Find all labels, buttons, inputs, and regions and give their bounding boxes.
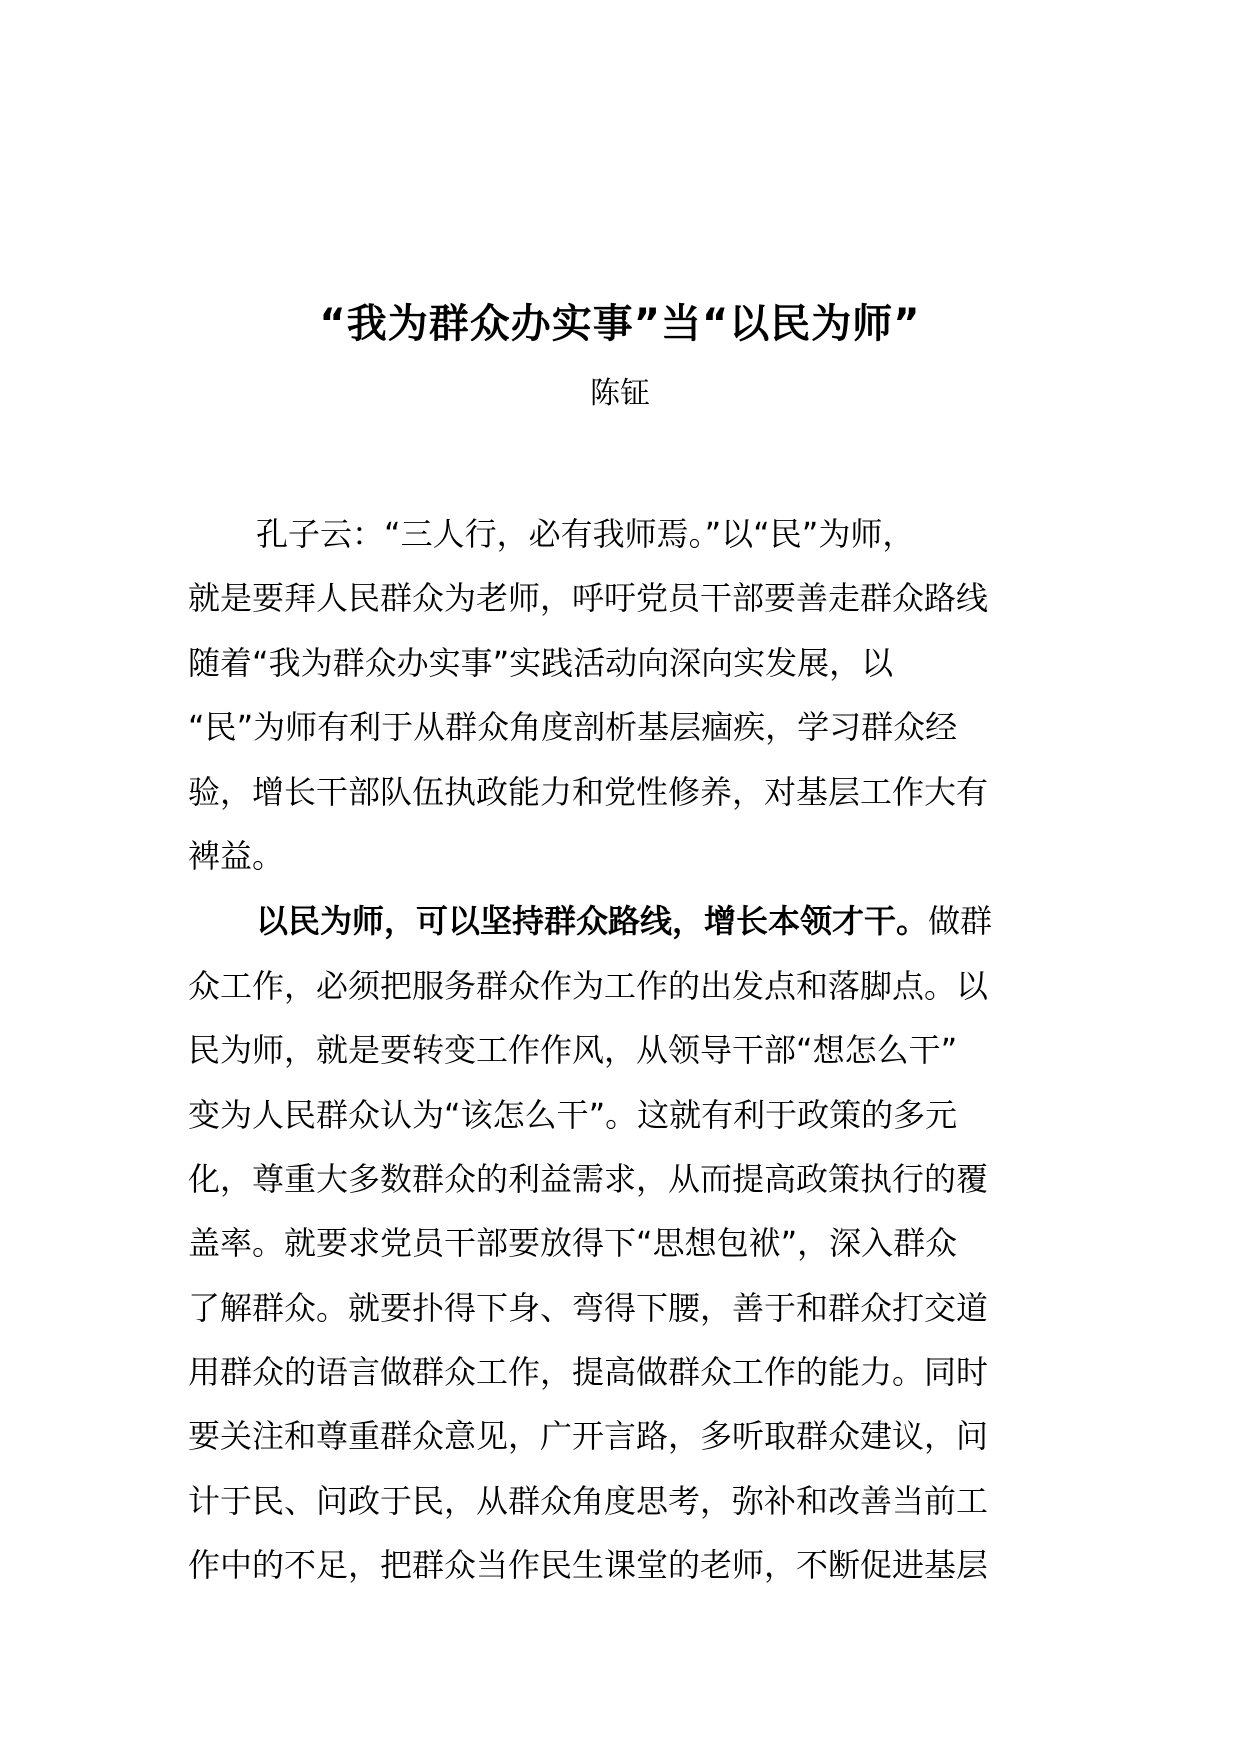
paragraph-2-line-11: 作中的不足，把群众当作民生课堂的老师，不断促进基层 xyxy=(188,1546,989,1585)
paragraph-1-line-2: 就是要拜人民群众为老师，呼吁党员干部要善走群众路线 xyxy=(188,579,989,618)
paragraph-1-line-1: 孔子云：“三人行，必有我师焉。”以“民”为师， xyxy=(256,515,915,553)
paragraph-2-line-1 xyxy=(188,889,1058,953)
paragraph-2-line-9: 要关注和尊重群众意见，广开言路，多听取群众建议，问 xyxy=(188,1417,989,1456)
document-body xyxy=(188,502,1058,1598)
paragraph-2-line-8: 用群众的语言做群众工作，提高做群众工作的能力。同时 xyxy=(188,1353,989,1392)
author-name: 陈钲 xyxy=(590,376,650,411)
paragraph-2-line-6: 盖率。就要求党员干部要放得下“思想包袱”，深入群众 xyxy=(188,1224,958,1263)
paragraph-1-line-4: “民”为师有利于从群众角度剖析基层痼疾，学习群众经 xyxy=(188,708,958,747)
paragraph-2-line-7: 了解群众。就要扑得下身、弯得下腰，善于和群众打交道 xyxy=(188,1288,989,1327)
paragraph-2-lead-sentence: 以民为师，可以坚持群众路线，增长本领才干。 xyxy=(256,902,929,941)
paragraph-1-line-6: 裨益。 xyxy=(188,836,285,875)
paragraph-2-line-10: 计于民、问政于民，从群众角度思考，弥补和改善当前工 xyxy=(188,1481,989,1520)
paragraph-2-line-3: 民为师，就是要转变工作作风，从领导干部“想怎么干” xyxy=(188,1031,958,1070)
document-title: “我为群众办实事”当“以民为师” xyxy=(319,301,921,347)
paragraph-2-line-2: 众工作，必须把服务群众作为工作的出发点和落脚点。以 xyxy=(188,966,989,1005)
paragraph-1-line-3: 随着“我为群众办实事”实践活动向深向实发展，以 xyxy=(188,643,894,682)
paragraph-1-line-5: 验，增长干部队伍执政能力和党性修养，对基层工作大有 xyxy=(188,772,989,811)
paragraph-2-first-line-rest: 做群 xyxy=(928,902,993,941)
paragraph-2-line-4: 变为人民群众认为“该怎么干”。这就有利于政策的多元 xyxy=(188,1095,958,1134)
paragraph-2-line-5: 化，尊重大多数群众的利益需求，从而提高政策执行的覆 xyxy=(188,1159,989,1198)
